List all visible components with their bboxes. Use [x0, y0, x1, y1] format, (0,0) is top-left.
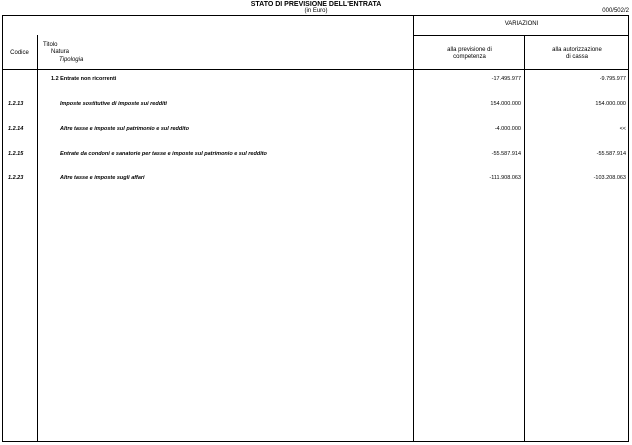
row-description: Altre tasse e imposte sugli affari	[60, 175, 145, 181]
row-previsione: -55.587.914	[491, 151, 521, 157]
header-natura: Natura	[51, 49, 70, 55]
row-code: 1.2.13	[8, 101, 24, 107]
row-previsione: 154.000.000	[490, 101, 521, 107]
row-code: 1.2.15	[8, 151, 24, 157]
header-cassa	[525, 47, 629, 61]
summary-previsione: -17.495.977	[491, 76, 521, 82]
row-cassa: -55.587.914	[596, 151, 626, 157]
rule-under-header	[2, 69, 629, 70]
row-previsione: -111.908.063	[489, 175, 521, 181]
row-cassa: 154.000.000	[595, 101, 626, 107]
header-codice: Codice	[10, 50, 29, 56]
header-variazioni: VARIAZIONI	[504, 21, 539, 27]
document-reference: 000/502/2	[602, 8, 629, 14]
row-code: 1.2.23	[8, 175, 24, 181]
row-description: Imposte sostitutive di imposte sui redditi	[60, 101, 167, 107]
rule-under-variazioni	[413, 35, 629, 36]
header-previsione-line2: competenza	[453, 54, 486, 60]
divider-previsione	[524, 35, 525, 442]
summary-label: 1.2 Entrate non ricorrenti	[51, 76, 117, 82]
summary-cassa: -9.795.977	[599, 76, 626, 82]
divider-codice	[37, 35, 38, 442]
header-titolo: Titolo	[43, 42, 58, 48]
page-subtitle: (in Euro)	[304, 8, 328, 14]
row-previsione: -4.000.000	[494, 126, 521, 132]
header-previsione	[414, 47, 525, 61]
header-cassa-line1: alla autorizzazione	[552, 47, 602, 53]
page-title: STATO DI PREVISIONE DELL'ENTRATA	[250, 1, 382, 8]
header-tipologia: Tipologia	[59, 57, 84, 63]
row-cassa: <<	[619, 126, 626, 132]
header-cassa-line2: di cassa	[565, 54, 588, 60]
row-code: 1.2.14	[8, 126, 24, 132]
row-cassa: -103.208.063	[593, 175, 626, 181]
row-description: Altre tasse e imposte sul patrimonio e sul reddito	[60, 126, 189, 132]
header-previsione-line1: alla previsione di	[447, 47, 492, 53]
row-description: Entrate da condoni e sanatorie per tasse e imposte sul patrimonio e sul reddito	[60, 151, 267, 157]
